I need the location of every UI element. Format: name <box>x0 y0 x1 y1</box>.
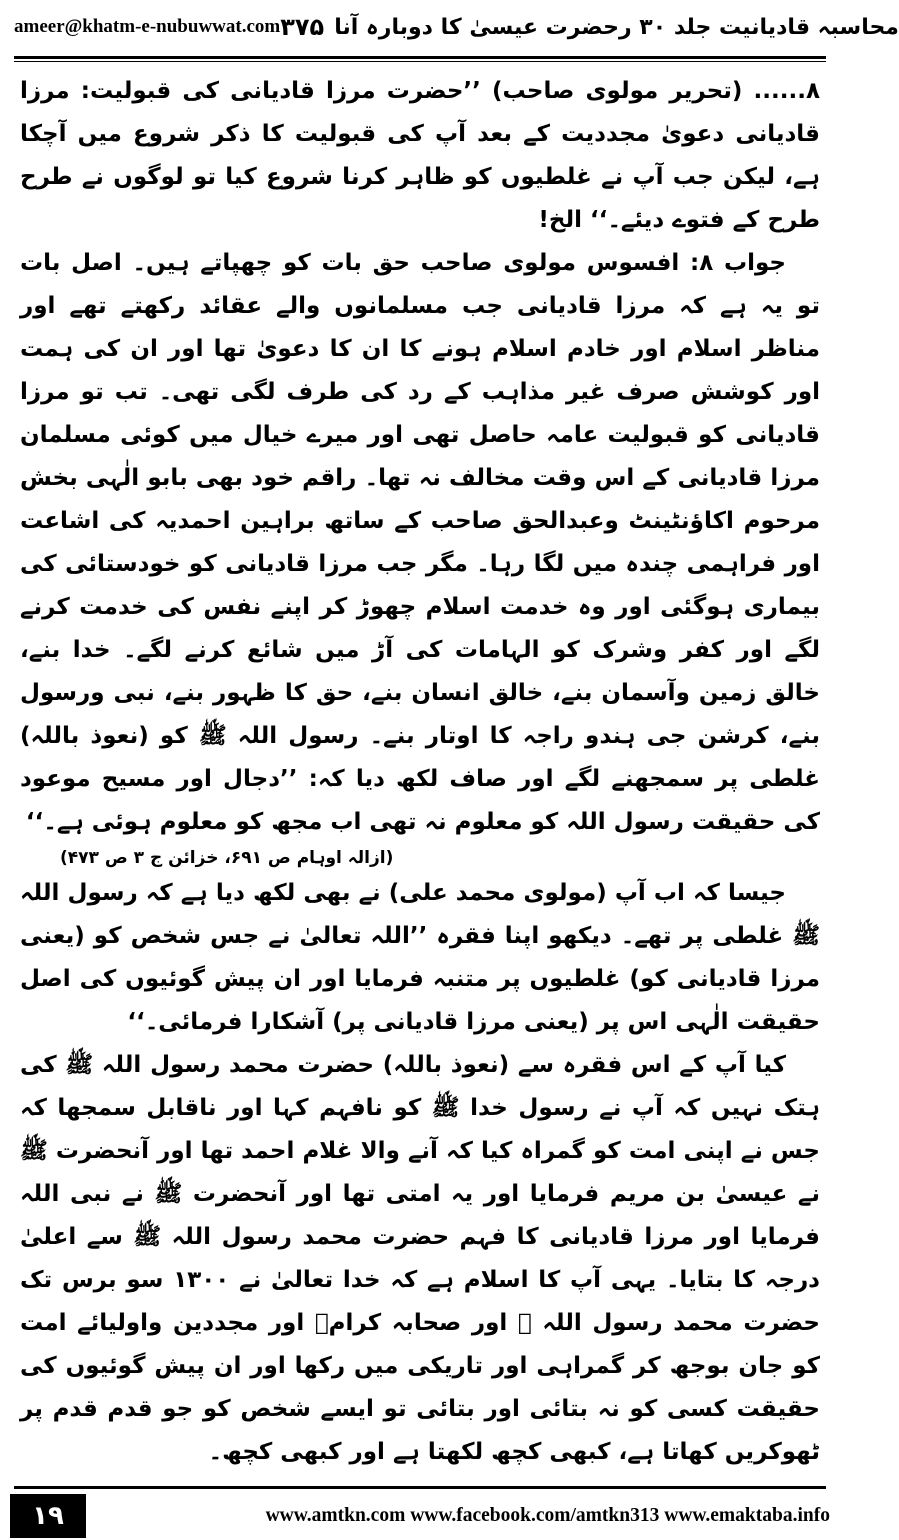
paragraph-question: کیا آپ کے اس فقرہ سے (نعوذ باللہ) حضرت محمد رسول اللہ ﷺ کی ہتک نہیں کہ آپ نے رسول خدا ﷺ کو نافہم کہا اور ناقابل سمجھا کہ جس نے اپنی امت کو گمراہ کیا کہ آنے والا غلام احمد تھا اور آنحضرت ﷺ نے عیسیٰ بن مریم فرمایا اور یہ امتی تھا اور آنحضرت ﷺ نے نبی اللہ فرمایا اور مرزا قادیانی کا فہم حضرت محمد رسول اللہ ﷺ سے اعلیٰ درجہ کا بتایا۔ یہی آپ کا اسلام ہے کہ خدا تعالیٰ نے ۱۳۰۰ سو برس تک حضرت محمد رسول اللہ ﷺ اور صحابہ کرامؓ اور مجددین واولیائے امت کو جان بوجھ کر گمراہی اور تاریکی میں رکھا اور ان پیش گوئیوں کی حقیقت کسی کو نہ بتائی اور بتائی تو ایسے شخص کو جو قدم قدم پر ٹھوکریں کھاتا ہے، کبھی کچھ لکھتا ہے اور کبھی کچھ۔ <box>20 1052 820 1465</box>
footer-rule <box>14 1486 826 1489</box>
header-page-number: ۳۷۵ <box>280 13 325 41</box>
paragraph-answer-8: جواب ۸: افسوس مولوی صاحب حق بات کو چھپاتے ہیں۔ اصل بات تو یہ ہے کہ مرزا قادیانی جب مسلمانوں والے عقائد رکھتے تھے اور مناظر اسلام اور خادم اسلام ہونے کا ان کا دعویٰ تھا اور ان کی ہمت اور کوشش صرف غیر مذاہب کے رد کی طرف لگی تھی۔ تب تو مرزا قادیانی کو قبولیت عامہ حاصل تھی اور میرے خیال میں کوئی مسلمان مرزا قادیانی کے اس وقت مخالف نہ تھا۔ راقم خود بھی بابو الٰہی بخش مرحوم اکاؤنٹینٹ وعبدالحق صاحب کے ساتھ براہین احمدیہ کی اشاعت اور فراہمی چندہ میں لگا رہا۔ مگر جب مرزا قادیانی کو خودستائی کی بیماری ہوگئی اور وہ خدمت اسلام چھوڑ کر اپنے نفس کی خدمت کرنے لگے اور کفر وشرک کو الہامات کی آڑ میں شائع کرنے لگے۔ خدا بنے، خالق زمین وآسمان بنے، خالق انسان بنے، حق کا ظہور بنے، نبی ورسول بنے، کرشن جی ہندو راجہ کا اوتار بنے۔ رسول اللہ ﷺ کو (نعوذ باللہ) غلطی پر سمجھنے لگے اور صاف لکھ دیا کہ: ’’دجال اور مسیح موعود کی حقیقت رسول اللہ کو معلوم نہ تھی اب مجھ کو معلوم ہوئی ہے۔‘‘ <box>20 250 820 835</box>
header-double-rule <box>14 56 826 62</box>
paragraph-claim-8: ۸...... (تحریر مولوی صاحب) ’’حضرت مرزا قادیانی کی قبولیت: مرزا قادیانی دعویٰ مجددیت کے بعد آپ کی قبولیت کا ذکر شروع میں آچکا ہے، لیکن جب آپ نے غلطیوں کو ظاہر کرنا شروع کیا تو لوگوں نے طرح طرح کے فتوے دیئے۔‘‘ الخ! <box>20 78 820 233</box>
paragraph-muhammad-ali: جیسا کہ اب آپ (مولوی محمد علی) نے بھی لکھ دیا ہے کہ رسول اللہ ﷺ غلطی پر تھے۔ دیکھو اپنا فقرہ ’’اللہ تعالیٰ نے جس شخص کو (یعنی مرزا قادیانی کو) غلطیوں پر متنبہ فرمایا اور ان پیش گوئیوں کی اصل حقیقت الٰہی اس پر (یعنی مرزا قادیانی پر) آشکارا فرمائی۔‘‘ <box>20 880 820 1035</box>
citation-reference: (ازالہ اوہام ص ۶۹۱، خزائن ج ۳ ص ۴۷۳) <box>60 848 394 868</box>
header-title-group <box>280 13 899 41</box>
page-footer <box>0 1486 840 1540</box>
header-email[interactable]: ameer@khatm-e-nubuwwat.com <box>14 16 281 37</box>
page-header <box>0 0 899 54</box>
header-book-title: محاسبہ قادیانیت جلد ۳۰ رحضرت عیسیٰ کا دوبارہ آنا <box>334 14 899 40</box>
footer-website-links[interactable]: www.amtkn.com www.facebook.com/amtkn313 www.emaktaba.info <box>265 1505 830 1526</box>
page-body <box>20 70 820 1465</box>
footer-page-number: ۱۹ <box>10 1494 86 1538</box>
